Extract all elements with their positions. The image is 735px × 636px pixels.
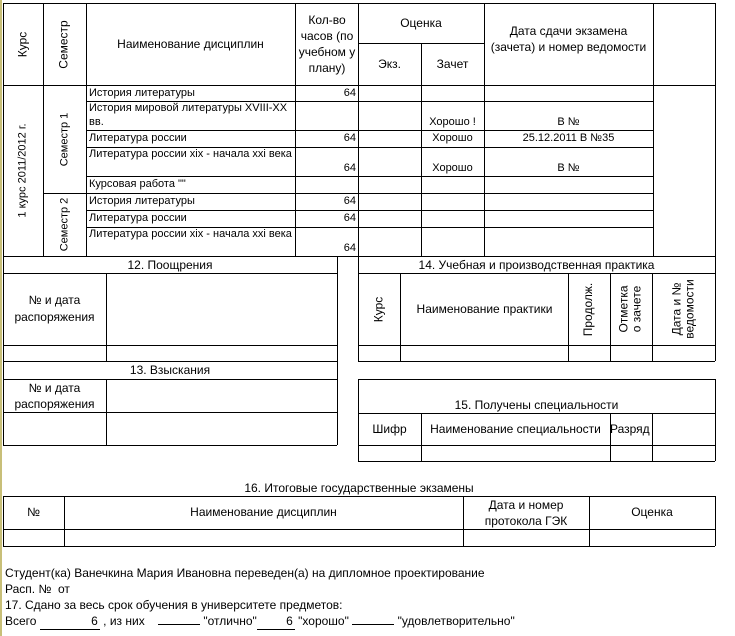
order-line: Расп. № от [5, 582, 70, 596]
totals-line [5, 613, 515, 630]
discipline-cell: История литературы [89, 195, 195, 207]
discipline-cell: Литература россии xix - начала xxi века [89, 228, 292, 240]
header-course: Курс [15, 31, 30, 57]
hours-cell: 64 [343, 87, 356, 99]
good-value: 6 [257, 613, 295, 630]
discipline-cell: История литературы [89, 86, 195, 99]
hours-cell: 64 [343, 212, 356, 224]
specialty-name-header: Наименование специальности [430, 422, 601, 436]
order-number-date-header: № и дата распоряжения [14, 380, 95, 411]
header-exam: Экз. [378, 56, 401, 71]
section-16-title: 16. Итоговые государственные экзамены [244, 480, 474, 495]
credit-cell: Хорошо ! [429, 116, 476, 128]
section-13-title: 13. Взыскания [129, 363, 211, 377]
practice-name-header: Наименование практики [416, 301, 553, 316]
discipline-cell: Литература россии xix - начала xxi века [89, 148, 292, 160]
credit-cell: Хорошо [432, 162, 473, 174]
of-them-label: , из них [103, 614, 145, 628]
date-cell: 25.12.2011 В №35 [522, 132, 615, 144]
practice-duration-header: Продолж. [581, 282, 596, 336]
header-grade: Оценка [400, 15, 442, 30]
order-number-date-header: № и дата распоряжения [14, 293, 95, 324]
hours-cell: 64 [343, 242, 356, 254]
total-label: Всего [5, 614, 37, 628]
satisfactory-value [352, 624, 394, 625]
practice-date-header: Дата и № ведомости [669, 279, 697, 339]
section-14-title: 14. Учебная и производственная практика [418, 257, 655, 272]
discipline-cell: Курсовая работа "" [89, 178, 186, 190]
header-credit: Зачет [436, 56, 469, 71]
header-discipline: Наименование дисциплин [117, 36, 264, 51]
exam-protocol-header: Дата и номер протокола ГЭК [484, 497, 568, 528]
discipline-cell: Литература россии [89, 212, 187, 224]
section-17-title: 17. Сдано за весь срок обучения в университете предметов: [5, 598, 343, 612]
exam-number-header: № [27, 505, 40, 519]
practice-course-header: Курс [371, 296, 386, 322]
excellent-label: "отлично" [203, 614, 257, 628]
exam-grade-header: Оценка [631, 505, 673, 519]
date-cell: В № [557, 162, 580, 174]
discipline-cell: Литература россии [89, 132, 187, 144]
satisfactory-label: "удовлетворительно" [397, 614, 515, 628]
credit-cell: Хорошо [432, 132, 473, 144]
total-value: 6 [40, 613, 100, 630]
header-semester: Семестр [57, 19, 71, 69]
discipline-cell: История мировой литературы XVIII-XX вв. [89, 102, 288, 128]
student-transfer-line: Студент(ка) Ванечкина Мария Ивановна переведен(а) на дипломное проектирование [5, 566, 485, 580]
hours-cell: 64 [343, 195, 356, 207]
excellent-value [158, 624, 200, 625]
hours-cell: 64 [343, 132, 356, 144]
good-label: "хорошо" [298, 614, 349, 628]
date-cell: В № [557, 116, 580, 128]
section-12-title: 12. Поощрения [127, 257, 213, 272]
hours-cell: 64 [343, 162, 356, 174]
semester-2-label: Семестр 2 [58, 197, 71, 252]
header-date: Дата сдачи экзамена (зачета) и номер ведомости [490, 24, 647, 54]
page-left-edge [0, 0, 2, 636]
specialty-rank-header: Разряд [610, 421, 650, 436]
semester-1-label: Семестр 1 [58, 112, 71, 166]
practice-mark-header: Отметка о зачете [617, 285, 645, 333]
section-15-title: 15. Получены специальности [454, 398, 619, 412]
exam-discipline-header: Наименование дисциплин [190, 505, 337, 519]
course-label: 1 курс 2011/2012 г. [16, 123, 29, 218]
header-hours: Кол-во часов (по учебном у плану) [298, 13, 356, 75]
specialty-code-header: Шифр [372, 421, 407, 436]
